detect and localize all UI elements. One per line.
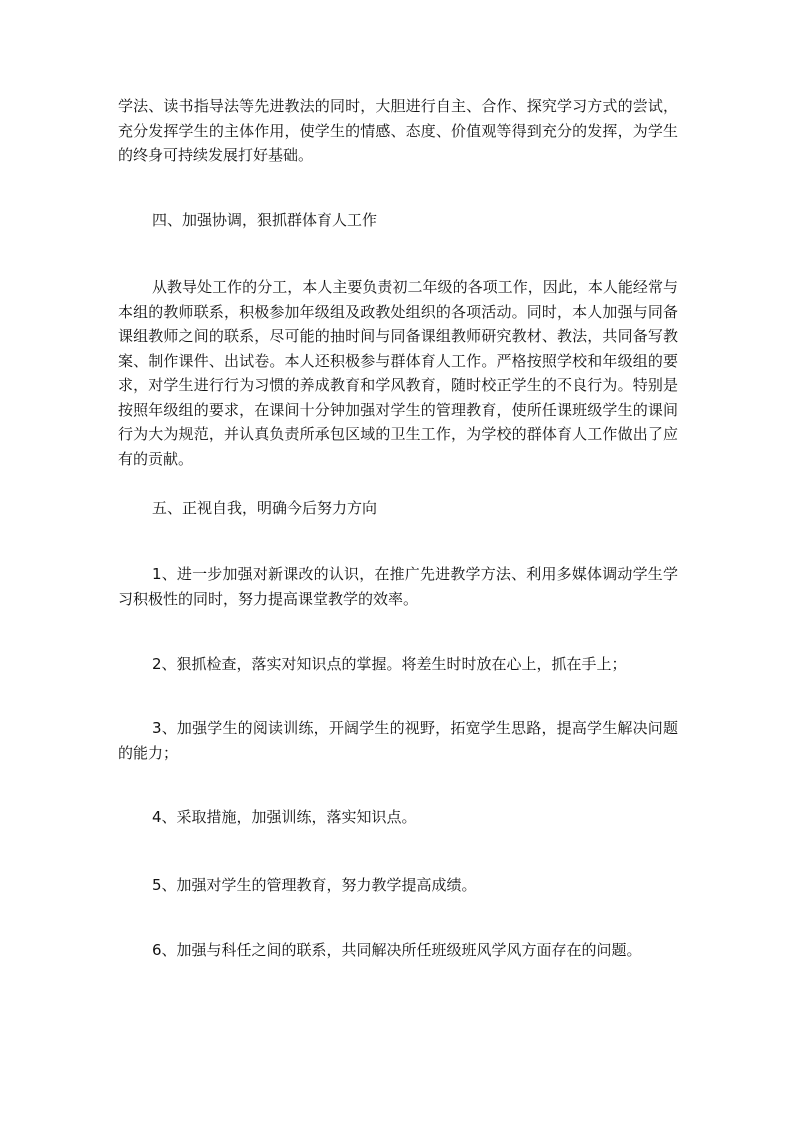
list-item-6: 6、加强与科任之间的联系，共同解决所任班级班风学风方面存在的问题。	[152, 941, 642, 959]
section-5-heading: 五、正视自我，明确今后努力方向	[152, 499, 378, 517]
list-item-3: 3、加强学生的阅读训练，开阔学生的视野，拓宽学生思路，提高学生解决问题的能力；	[118, 719, 678, 762]
list-item-4: 4、采取措施，加强训练，落实知识点。	[152, 808, 417, 826]
section-4-paragraph: 从教导处工作的分工，本人主要负责初二年级的各项工作，因此，本人能经常与本组的教师联系，积极参加年级组及政教处组织的各项活动。同时，本人加强与同备课组教师之间的联系，尽可能的抽时间与同备课组教师研究教材、教法，共同备写教案、制作课件、出试卷。本人还积极参与群体育人工作。严格按照学校和年级组的要求，对学生进行行为习惯的养成教育和学风教育，随时校正学生的不良行为。特别是按照年级组的要求，在课间十分钟加强对学生的管理教育，使所任课班级学生的课间行为大为规范，并认真负责所承包区域的卫生工作，为学校的群体育人工作做出了应有的贡献。	[118, 278, 678, 468]
list-item-1: 1、进一步加强对新课改的认识，在推广先进教学方法、利用多媒体调动学生学习积极性的同时，努力提高课堂教学的效率。	[118, 565, 678, 608]
intro-paragraph: 学法、读书指导法等先进教法的同时，大胆进行自主、合作、探究学习方式的尝试，充分发挥学生的主体作用，使学生的情感、态度、价值观等得到充分的发挥，为学生的终身可持续发展打好基础。	[118, 97, 678, 164]
section-4-heading: 四、加强协调，狠抓群体育人工作	[152, 211, 378, 229]
list-item-5: 5、加强对学生的管理教育，努力教学提高成绩。	[152, 876, 477, 894]
list-item-2: 2、狠抓检查，落实对知识点的掌握。将差生时时放在心上，抓在手上；	[152, 655, 627, 673]
